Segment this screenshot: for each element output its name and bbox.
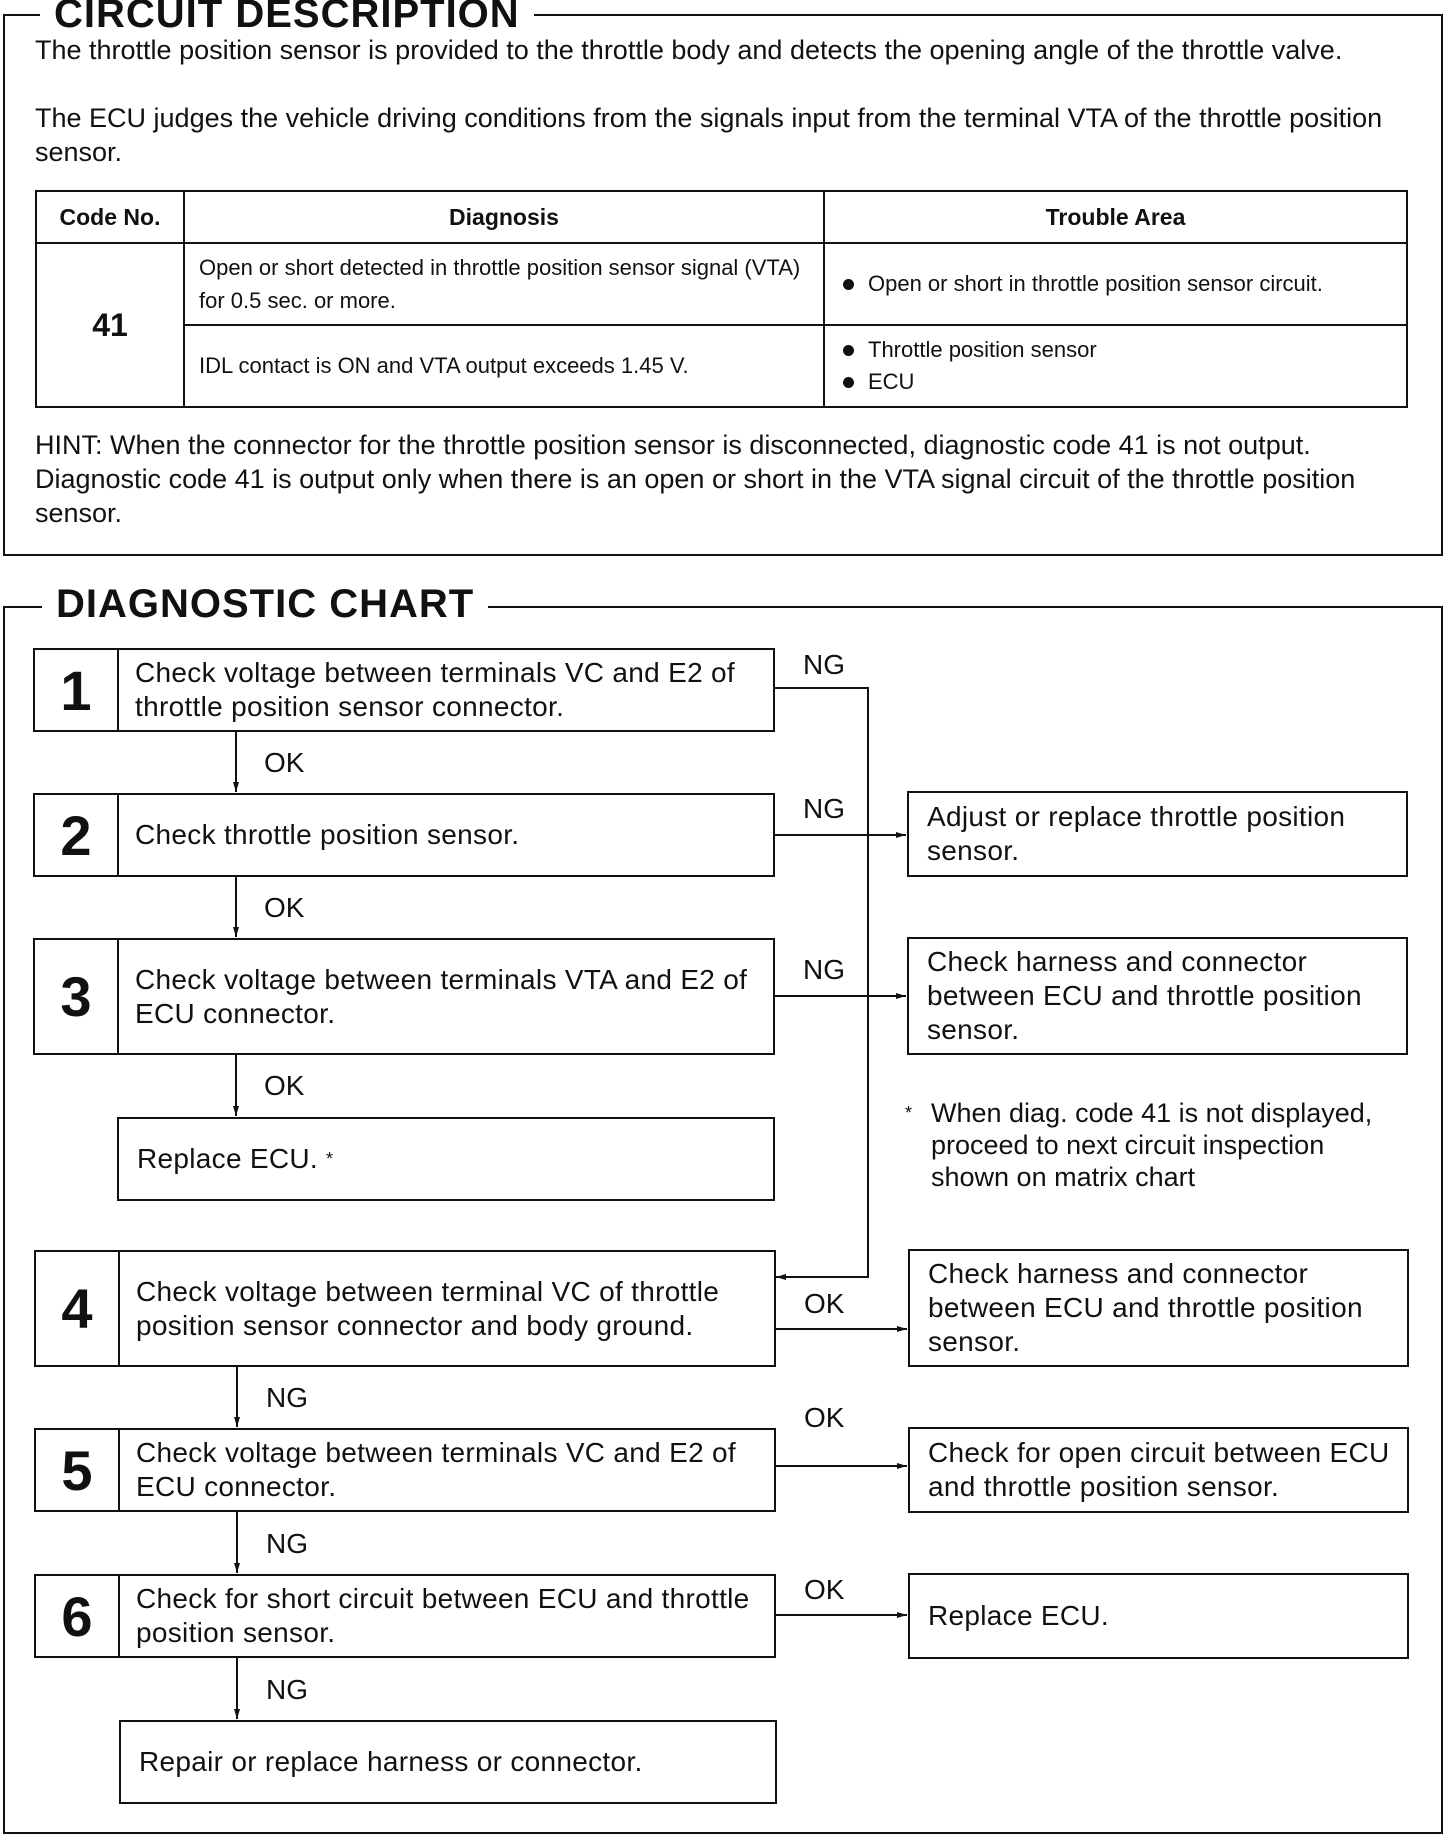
step-number: 3 [35, 940, 119, 1053]
outcome-text: Check for open circuit between ECU and throttle position sensor. [928, 1437, 1390, 1502]
step-number: 4 [36, 1252, 120, 1365]
diagnosis-cell: IDL contact is ON and VTA output exceeds 1.45 V. [184, 325, 824, 407]
header-code-no: Code No. [36, 191, 184, 243]
label-ok: OK [264, 747, 305, 778]
step-4-box [34, 1250, 776, 1367]
circuit-description-title: CIRCUIT DESCRIPTION [40, 0, 534, 34]
step-number: 1 [35, 650, 119, 730]
label-ng: NG [803, 649, 845, 680]
step-text: Check throttle position sensor. [135, 819, 520, 850]
list-item: ECU [839, 366, 1392, 398]
asterisk-note [905, 1097, 1405, 1193]
label-ok: OK [804, 1402, 845, 1433]
hint-text: HINT: When the connector for the throttle position sensor is disconnected, diagnostic code 41 is not output. Diagnostic code 41 is output only when there is an open or short in the VTA signal circuit of the throttle position sensor. [35, 430, 1356, 528]
step-6-box [34, 1574, 776, 1658]
diagnostic-chart-title: DIAGNOSTIC CHART [42, 584, 488, 624]
step-text: Check voltage between terminals VTA and E2 of ECU connector. [135, 963, 748, 1029]
header-trouble-area: Trouble Area [824, 191, 1407, 243]
step-text: Check voltage between terminals VC and E2 of ECU connector. [136, 1437, 736, 1502]
label-ok: OK [804, 1288, 845, 1319]
label-ok: OK [264, 892, 305, 923]
replace-ecu-box-6 [908, 1573, 1409, 1659]
step-3-box [33, 938, 775, 1055]
step-2-box [33, 793, 775, 877]
step-number: 6 [36, 1576, 120, 1656]
outcome-text: Check harness and connector between ECU and throttle position sensor. [928, 1258, 1363, 1357]
adjust-tps-box [907, 791, 1408, 877]
asterisk-mark: * [905, 1103, 913, 1123]
circuit-paragraph-1: The throttle position sensor is provided to the throttle body and detects the opening angle of the throttle valve. [35, 35, 1343, 65]
label-ng: NG [266, 1674, 308, 1705]
step-text: Check voltage between terminal VC of throttle position sensor connector and body ground. [136, 1275, 720, 1341]
step-text: Check voltage between terminals VC and E2 of throttle position sensor connector. [135, 657, 735, 722]
header-diagnosis: Diagnosis [184, 191, 824, 243]
diagnosis-cell: Open or short detected in throttle position sensor signal (VTA) for 0.5 sec. or more. [184, 243, 824, 325]
list-item: Open or short in throttle position sensor circuit. [839, 268, 1392, 300]
outcome-text: Check harness and connector between ECU and throttle position sensor. [927, 946, 1362, 1045]
label-ng: NG [803, 954, 845, 985]
outcome-text: Replace ECU. [928, 1600, 1110, 1631]
outcome-text: Replace ECU. * [137, 1143, 334, 1174]
step-text: Check for short circuit between ECU and throttle position sensor. [136, 1583, 750, 1648]
step-number: 2 [35, 795, 119, 875]
list-item: Throttle position sensor [839, 334, 1392, 366]
outcome-text: Adjust or replace throttle position sensor. [927, 801, 1346, 866]
check-harness-box-4 [908, 1249, 1409, 1367]
repair-harness-box [119, 1720, 777, 1804]
check-harness-box-3 [907, 937, 1408, 1055]
replace-ecu-box [117, 1117, 775, 1201]
label-ng: NG [803, 793, 845, 824]
asterisk: * [326, 1149, 334, 1169]
circuit-paragraph-2: The ECU judges the vehicle driving conditions from the signals input from the terminal VTA of the throttle position sensor. [35, 103, 1383, 167]
note-text: When diag. code 41 is not displayed, proceed to next circuit inspection shown on matrix chart [931, 1098, 1373, 1192]
label-ng: NG [266, 1528, 308, 1559]
code-number: 41 [36, 243, 184, 407]
step-number: 5 [36, 1430, 120, 1510]
check-open-circuit-box [908, 1427, 1409, 1513]
outcome-text: Repair or replace harness or connector. [139, 1746, 643, 1777]
step-5-box [34, 1428, 776, 1512]
step-1-box [33, 648, 775, 732]
label-ok: OK [804, 1574, 845, 1605]
label-ok: OK [264, 1070, 305, 1101]
label-ng: NG [266, 1382, 308, 1413]
